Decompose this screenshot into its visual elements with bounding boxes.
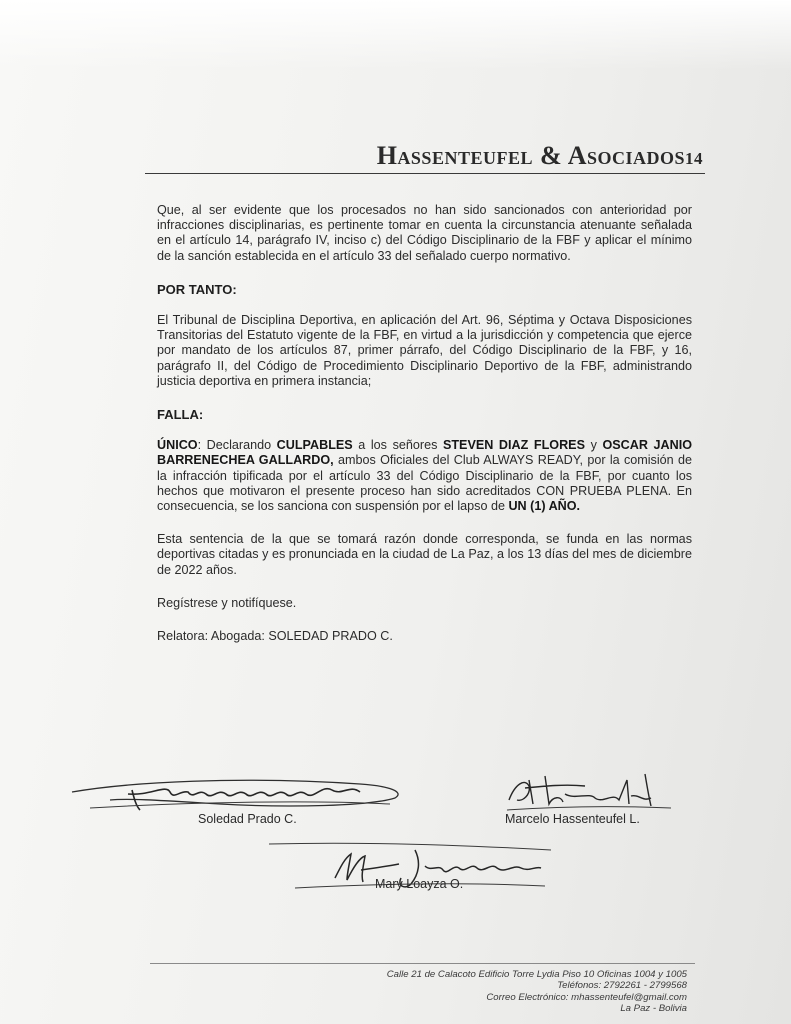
heading-falla: FALLA:	[157, 407, 204, 423]
unico-label: ÚNICO	[157, 438, 198, 453]
paragraph-mitigation: Que, al ser evidente que los procesados no han sido sancionados con anterioridad por infracciones disciplinarias, es pertinente tomar en cuenta la circunstancia atenuante señalada en el artículo 14, parágrafo IV, inciso c) del Código Disciplinario de la FBF y aplicar el mínimo de la sanción establecida en el artículo 33 del señalado cuerpo normativo.	[157, 203, 692, 263]
footer-divider	[150, 963, 695, 964]
paragraph-rapporteur: Relatora: Abogada: SOLEDAD PRADO C.	[157, 629, 393, 644]
footer-city: La Paz - Bolivia	[620, 1003, 687, 1015]
paragraph-sentence: Esta sentencia de la que se tomará razón donde corresponda, se funda en las normas deportivas citadas y es pronunciada en la ciudad de La Paz, a los 13 días del mes de diciembre de 2022 años.	[157, 532, 692, 577]
paragraph-register: Regístrese y notifíquese.	[157, 595, 297, 610]
paragraph-tribunal: El Tribunal de Disciplina Deportiva, en aplicación del Art. 96, Séptima y Octava Disposiciones Transitorias del Estatuto vigente de la FBF, en virtud a la jurisdicción y competencia que ejerce por mandato de los artículos 87, primer párrafo, del Código Disciplinario de la FBF, y 16, parágrafo II, del Código de Procedimiento Disciplinario Deportivo de la FBF, administrando justicia deportiva en primera instancia;	[157, 313, 692, 388]
signature-right	[505, 770, 675, 818]
paragraph-unico: ÚNICO: Declarando CULPABLES a los señores STEVEN DIAZ FLORES y OSCAR JANIO BARRENECHEA GALLARDO, ambos Oficiales del Club ALWAYS READY, por la comisión de la infracción tipificada por el artículo 33 del Código Disciplinario de la FBF, por cuanto los hechos que motivaron el presente proceso han sido acreditados CON PRUEBA PLENA. En consecuencia, se los sanciona con suspensión por el lapso de UN (1) AÑO.	[157, 438, 693, 514]
signature-center-name: Mary Loayza O.	[375, 877, 464, 891]
letterhead-footer	[307, 969, 687, 1015]
document-body	[157, 203, 692, 644]
page-number: 14	[685, 149, 703, 168]
handwritten-signature-icon	[505, 770, 675, 818]
signature-right-name: Marcelo Hassenteufel L.	[505, 812, 640, 826]
letterhead	[145, 135, 705, 174]
firm-name: Hassenteufel & Asociados14	[376, 141, 703, 170]
heading-por-tanto: POR TANTO:	[157, 281, 237, 297]
footer-phones: Teléfonos: 2792261 - 2799568	[557, 980, 687, 992]
signature-left-name: Soledad Prado C.	[198, 812, 297, 826]
footer-email: Correo Electrónico: mhassenteufel@gmail.com	[486, 991, 687, 1003]
footer-address: Calle 21 de Calacoto Edificio Torre Lydia Piso 10 Oficinas 1004 y 1005	[386, 969, 687, 980]
